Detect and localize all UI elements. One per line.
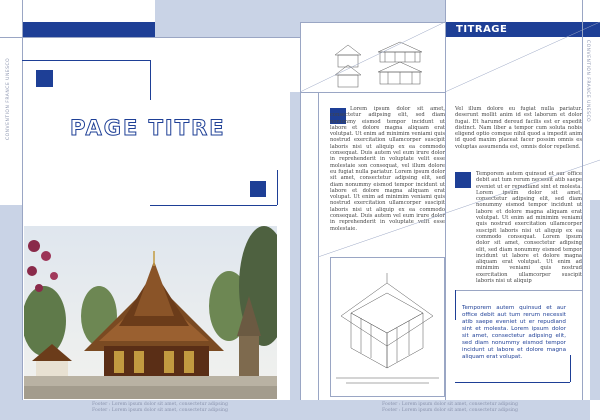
pull-quote: Temporem autem quinsud et aur office debit aut tum rerum necessit atib saepe eveniet ut er repudiand sint et molesta. Lorem ipsum dolor sit amet, consectetur adipsing elit, sed diam nonummy eismod tempor incidunt ut labore et dolore magna aliquam erat volupat.: [462, 305, 566, 360]
right-side-label: CONVENTION FRANCE UNESCO: [585, 40, 590, 123]
left-side-label: CONVENTION FRANCE UNESCO: [6, 57, 11, 140]
right-footer-line-1: Footer : Lorem ipsum dolor sit amet, consectetur adipsing: [382, 402, 518, 407]
left-footer-line-1: Footer : Lorem ipsum dolor sit amet, consectetur adipsing: [92, 402, 228, 407]
right-footer-line-2: Footer : Lorem ipsum dolor sit amet, consectetur adipsing: [382, 408, 518, 413]
column-1-text: Lorem ipsum dolor sit amet, consectetur adipsing elit, sed diam nonummy eismod tempor incidunt ut labore et dolore magna aliquam erat volutpat. Ut enim ad minimim veniami quis nostrud exercitation ullamcorper suscipit laboris nisi ut aliquip ex ea commodo consequat. Duis autem vel eum irure dolor in reprehenderit in voluptate velit esse molestaie son consequat, vel illum dolore eu fugiat nulla pariatur. Lorem ipsum dolor sit amet, consectetur adipsing elit, sed diam nonummy eismod tempor incidunt ut labore et dolore magna aliquam erat volupat. Ut enim ad minimim veniami quis nostrud exercitation ullamcorper suscipit laboris nisi ut aliquip ex ea commodo consequat. Duis autem vel eum irure dolor in reprehenderit in voluptate velit esse molestaie.: [330, 106, 445, 232]
titrage-heading: TITRAGE: [456, 24, 508, 35]
column-2-para-1: Vel illum dolore eu fugiat nulla pariatur. deserunt mollit anim id est laborum et dolor fugai. Et harumd dereud facilis est er expedit distinct. Nam liber a tempor cum soluta nobis eligend optio comque nihil quod a impedit anim id quod maxim placeat facer possim omnis es voluptas assumenda est, omnis dolor repellend.: [455, 106, 582, 150]
page-title: PAGE TITRE: [70, 116, 226, 140]
left-footer-line-2: Footer : Lorem ipsum dolor sit amet, consectetur adipsing: [92, 408, 228, 413]
column-2-para-2: Temporem autem quinsud et aur office debit aut tum rerum necessit atib saepe eveniet ut er repudiand sint et molesta. Lorem ipsum dolor sit amet, consectetur adipsing elit, sed diam nonummy eismod tempor incidunt ut labore et dolore magna aliquam erat volutpat. Ut enim ad minimim veniami quis nostrud exercitation ullamcorper suscipit laboris nisi ut aliquip ex ea commodo consequat. Lorem ipsum dolor sit amet, consectetur adipsing elit, sed diam nonummy eismod tempor incidunt ut labore et dolore magna aliquam erat volutpat. Ut enim ad minimim veniami quis nostrud exercitation ullamcorper suscipit laboris nisi ut aliquip: [476, 171, 582, 285]
